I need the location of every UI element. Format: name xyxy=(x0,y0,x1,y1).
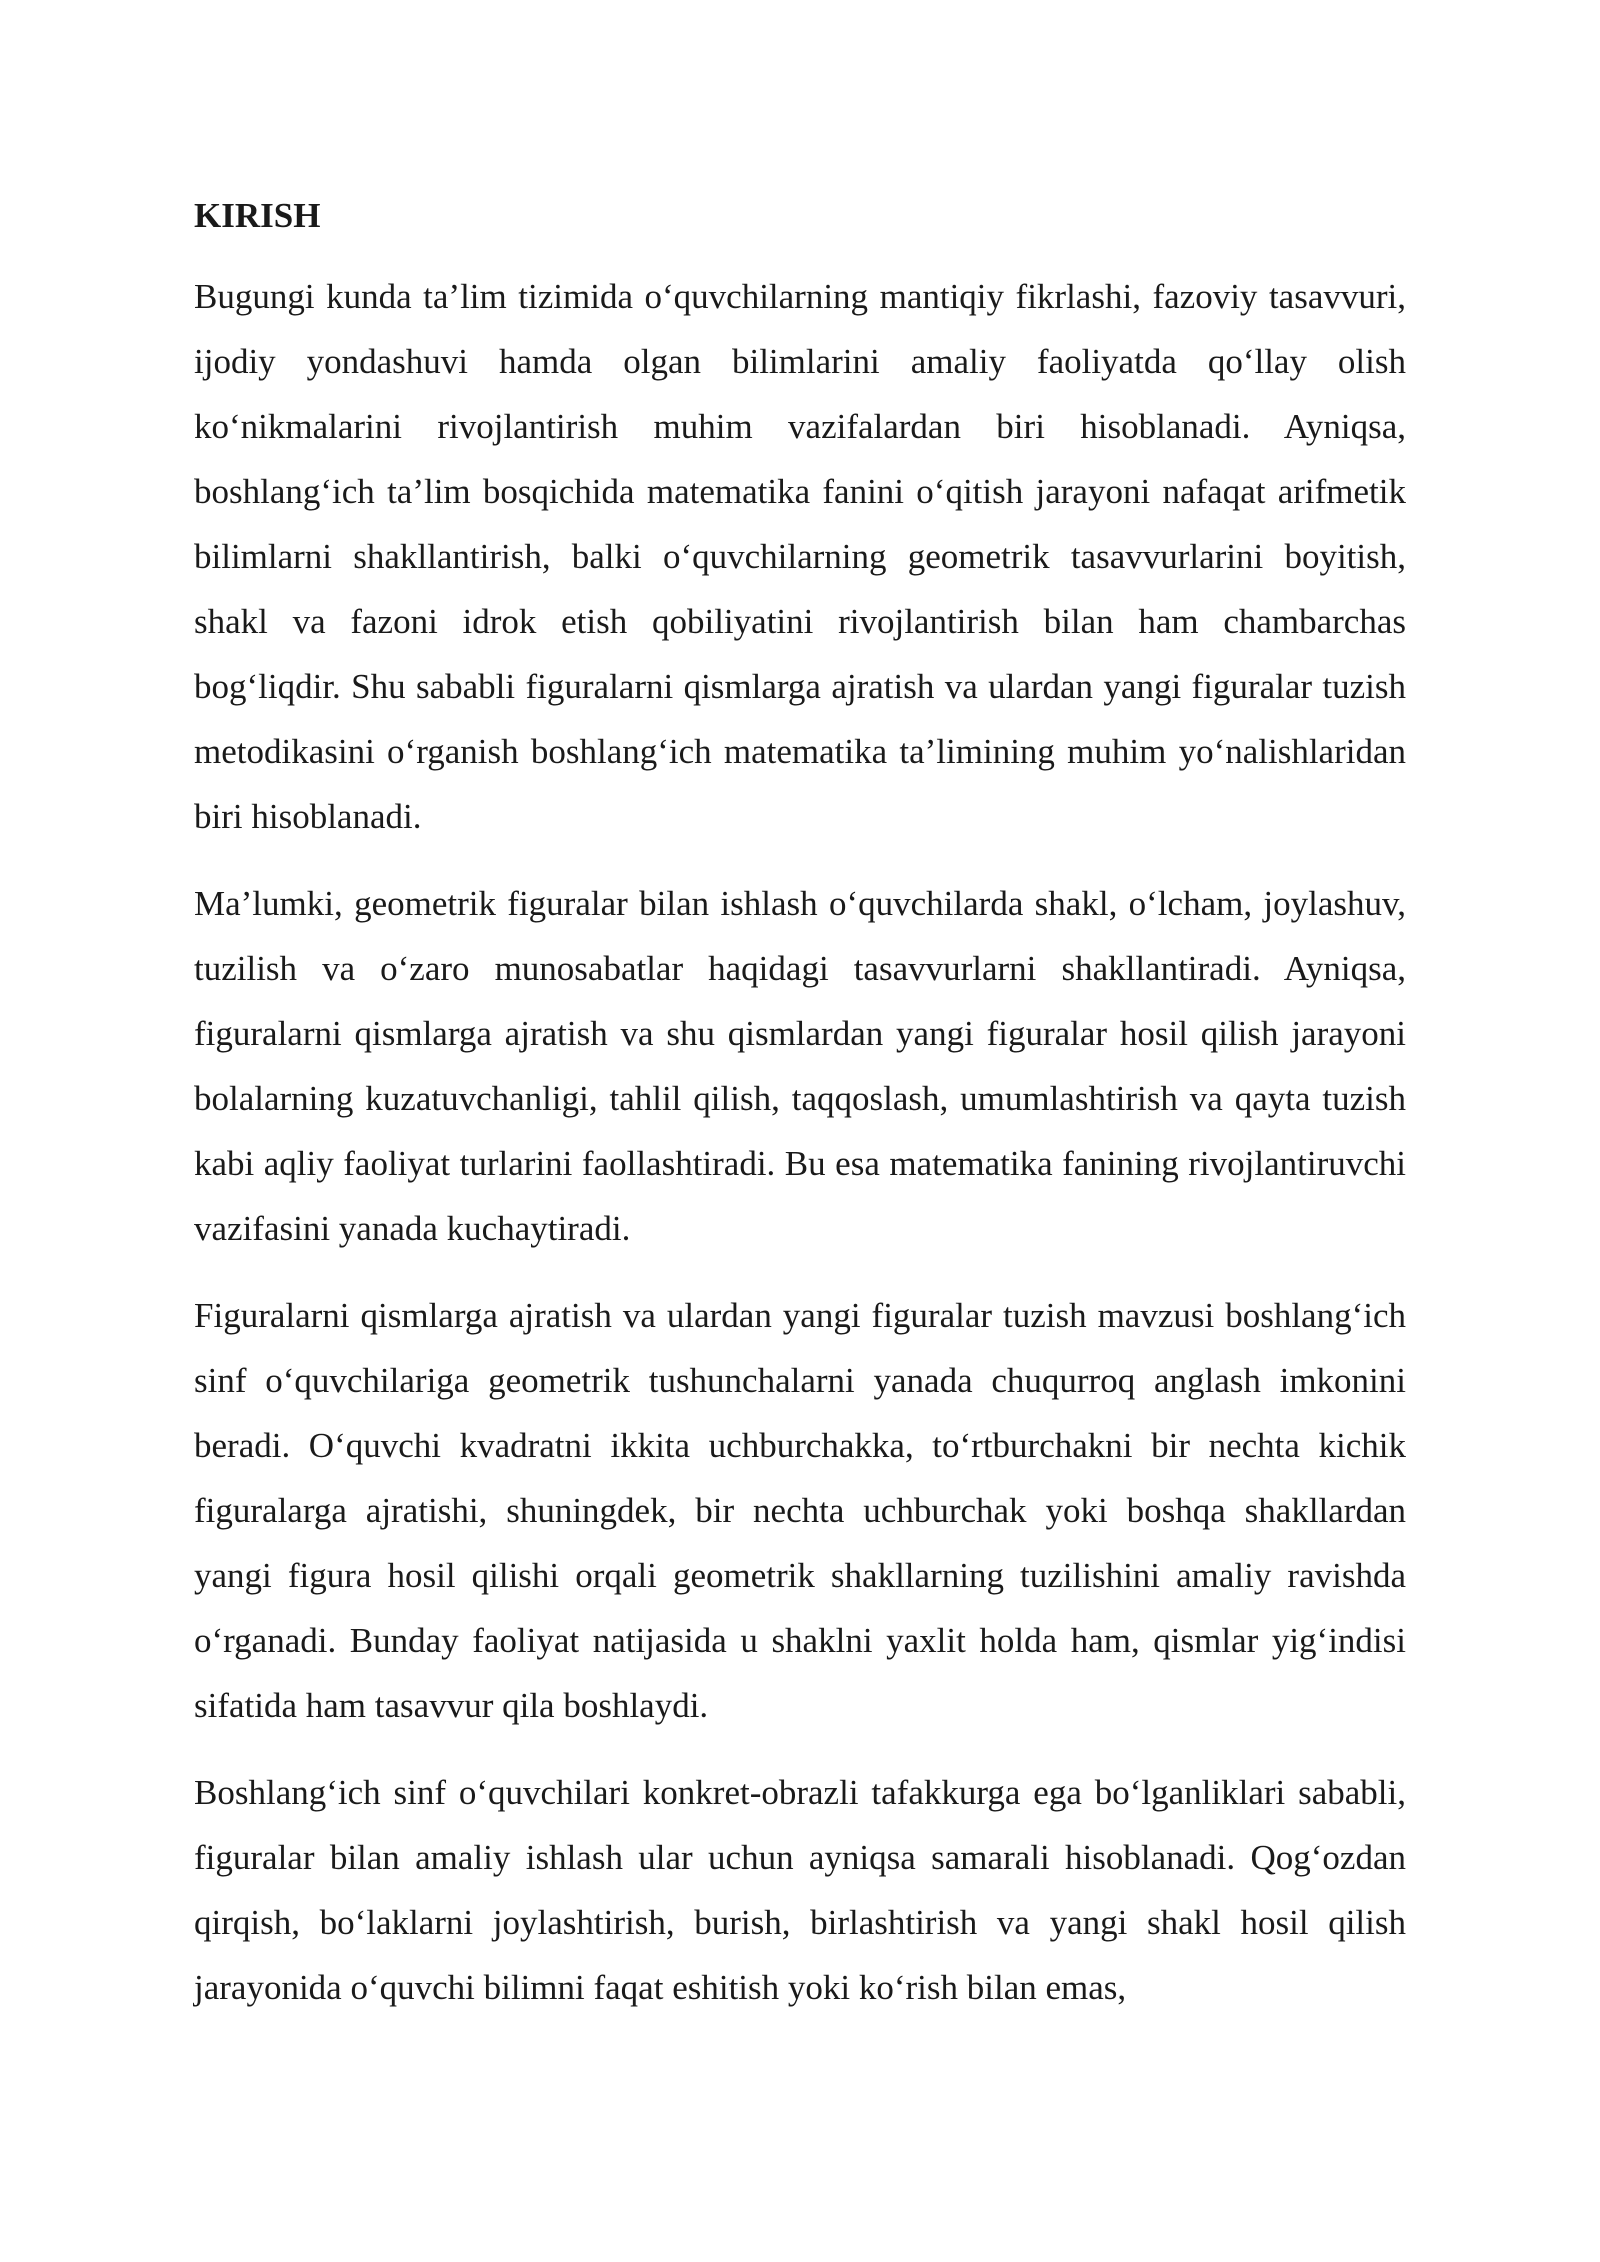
paragraph-2: Ma’lumki, geometrik figuralar bilan ishlash o‘quvchilarda shakl, o‘lcham, joylashuv, tuzilish va o‘zaro munosabatlar haqidagi tasavvurlarni shakllantiradi. Ayniqsa, figuralarni qismlarga ajratish va shu qismlardan yangi figuralar hosil qilish jarayoni bolalarning kuzatuvchanligi, tahlil qilish, taqqoslash, umumlashtirish va qayta tuzish kabi aqliy faoliyat turlarini faollashtiradi. Bu esa matematika fanining rivojlantiruvchi vazifasini yanada kuchaytiradi. xyxy=(194,884,1406,1248)
paragraph-1: Bugungi kunda ta’lim tizimida o‘quvchilarning mantiqiy fikrlashi, fazoviy tasavvuri, ijodiy yondashuvi hamda olgan bilimlarini amaliy faoliyatda qo‘llay olish ko‘nikmalarini rivojlantirish muhim vazifalardan biri hisoblanadi. Ayniqsa, boshlang‘ich ta’lim bosqichida matematika fanini o‘qitish jarayoni nafaqat arifmetik bilimlarni shakllantirish, balki o‘quvchilarning geometrik tasavvurlarini boyitish, shakl va fazoni idrok etish qobiliyatini rivojlantirish bilan ham chambarchas bog‘liqdir. Shu sababli figuralarni qismlarga ajratish va ulardan yangi figuralar tuzish metodikasini o‘rganish boshlang‘ich matematika ta’limining muhim yo‘nalishlaridan biri hisoblanadi. xyxy=(194,277,1406,836)
section-heading: KIRISH xyxy=(194,196,321,235)
paragraph-4: Boshlang‘ich sinf o‘quvchilari konkret-obrazli tafakkurga ega bo‘lganliklari sababli, figuralar bilan amaliy ishlash ular uchun ayniqsa samarali hisoblanadi. Qog‘ozdan qirqish, bo‘laklarni joylashtirish, burish, birlashtirish va yangi shakl hosil qilish jarayonida o‘quvchi bilimni faqat eshitish yoki ko‘rish bilan emas, xyxy=(194,1773,1406,2007)
document-body xyxy=(194,186,1406,2042)
paragraph-3: Figuralarni qismlarga ajratish va ulardan yangi figuralar tuzish mavzusi boshlang‘ich sinf o‘quvchilariga geometrik tushunchalarni yanada chuqurroq anglash imkonini beradi. O‘quvchi kvadratni ikkita uchburchakka, to‘rtburchakni bir nechta kichik figuralarga ajratishi, shuningdek, bir nechta uchburchak yoki boshqa shakllardan yangi figura hosil qilishi orqali geometrik shakllarning tuzilishini amaliy ravishda o‘rganadi. Bunday faoliyat natijasida u shaklni yaxlit holda ham, qismlar yig‘indisi sifatida ham tasavvur qila boshlaydi. xyxy=(194,1296,1406,1725)
